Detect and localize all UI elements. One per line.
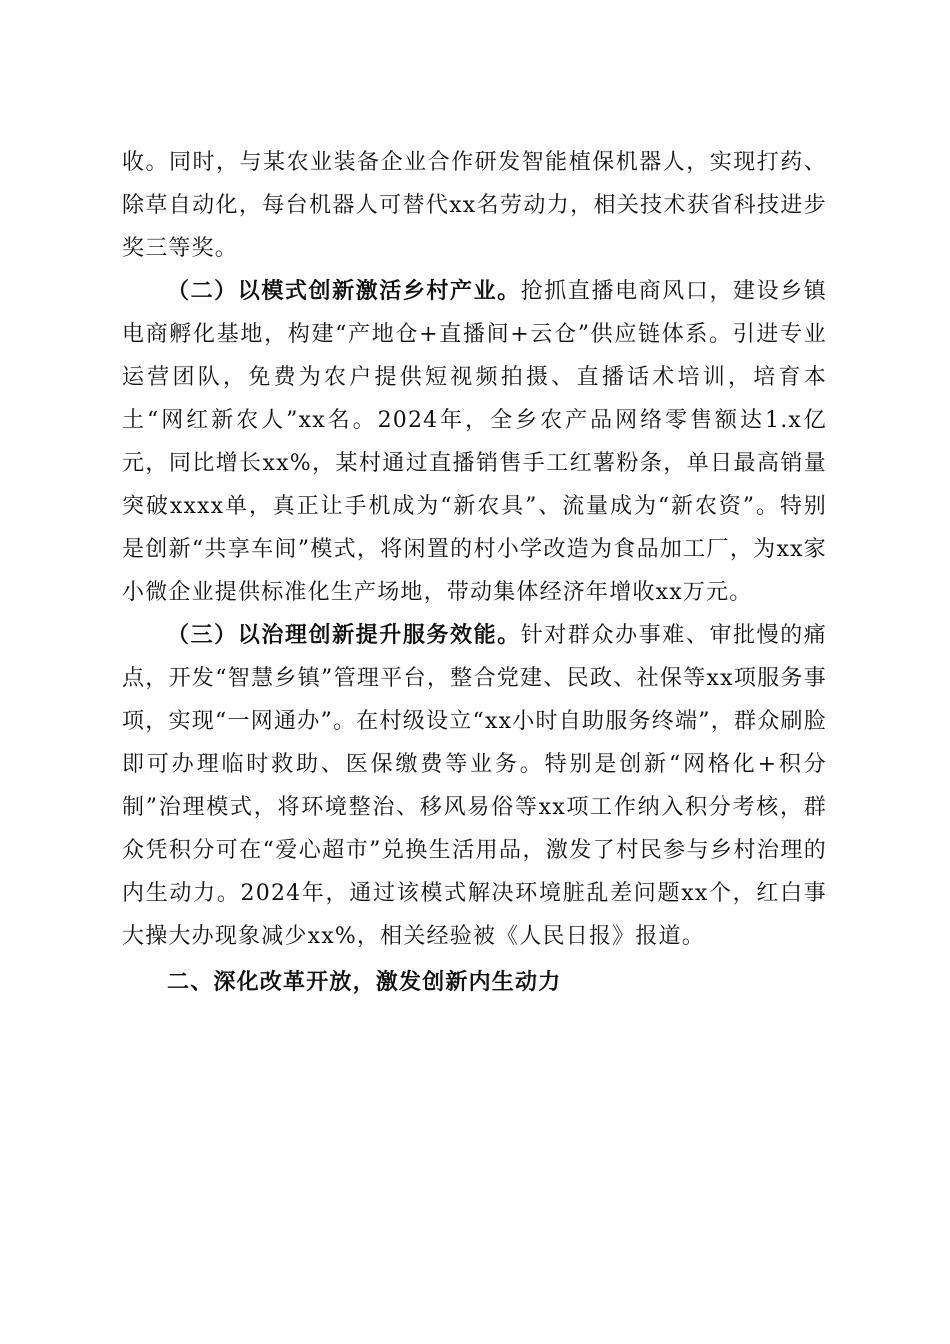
- paragraph-text: 抢抓直播电商风口，建设乡镇电商孵化基地，构建“产地仓+直播间+云仓”供应链体系。引进专业运营团队，免费为农户提供短视频拍摄、直播话术培训，培育本土“网红新农人”xx名。2024年，全乡农产品网络零售额达1.x亿元，同比增长xx%，某村通过直播销售手工红薯粉条，单日最高销量突破xxxx单，真正让手机成为“新农具”、流量成为“新农资”。特别是创新“共享车间”模式，将闲置的村小学改造为食品加工厂，为xx家小微企业提供标准化生产场地，带动集体经济年增收xx万元。: [122, 279, 827, 605]
- paragraph-lead: （三）以治理创新提升服务效能。: [167, 623, 521, 648]
- section-heading: 二、深化改革开放，激发创新内生动力: [167, 970, 562, 995]
- document-body: [122, 141, 827, 1004]
- paragraph-text: 针对群众办事难、审批慢的痛点，开发“智慧乡镇”管理平台，整合党建、民政、社保等xx项服务事项，实现“一网通办”。在村级设立“xx小时自助服务终端”，群众刷脸即可办理临时救助、医保缴费等业务。特别是创新“网格化+积分制”治理模式，将环境整治、移风易俗等xx项工作纳入积分考核，群众凭积分可在“爱心超市”兑换生活用品，激发了村民参与乡村治理的内生动力。2024年，通过该模式解决环境脏乱差问题xx个，红白事大操大办现象减少xx%，相关经验被《人民日报》报道。: [122, 623, 827, 949]
- paragraph-governance-innovation: [122, 614, 827, 958]
- paragraph-text: 收。同时，与某农业装备企业合作研发智能植保机器人，实现打药、除草自动化，每台机器人可替代xx名劳动力，相关技术获省科技进步奖三等奖。: [122, 150, 827, 261]
- paragraph-lead: （二）以模式创新激活乡村产业。: [167, 279, 521, 304]
- paragraph-mode-innovation: [122, 270, 827, 614]
- paragraph-continuation: [122, 141, 827, 270]
